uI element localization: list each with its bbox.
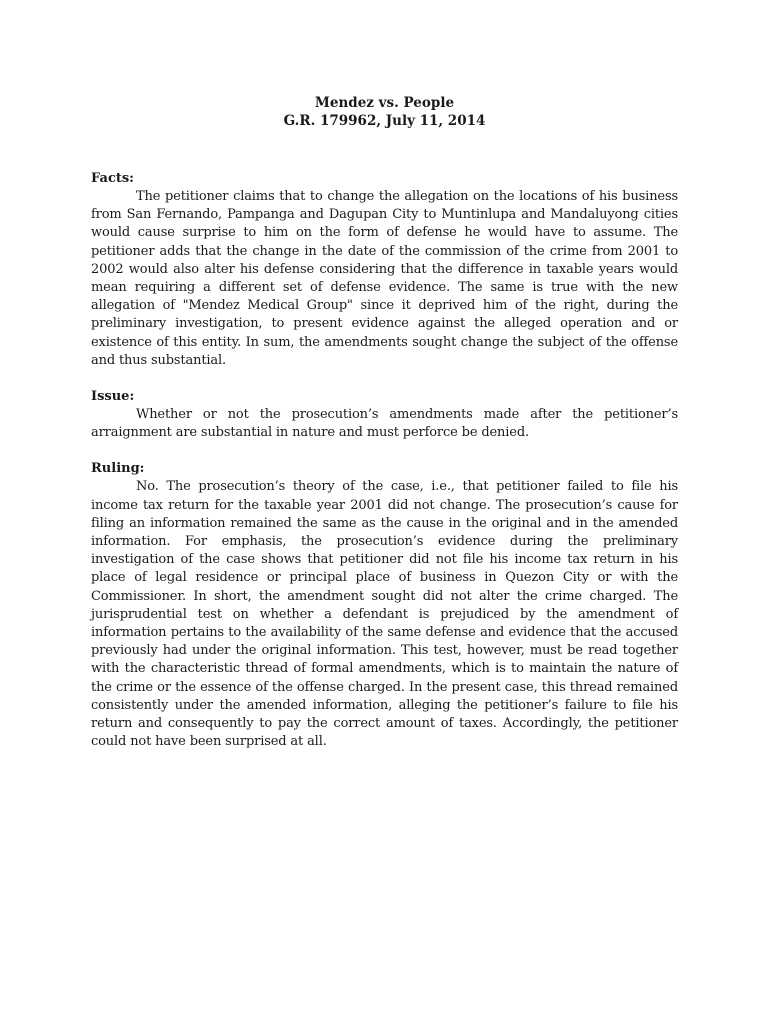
section-heading-issue: Issue: [91, 389, 135, 405]
section-facts [91, 170, 678, 370]
section-body-ruling: No. The prosecution’s theory of the case, i.e., that petitioner failed to file his income tax return for the taxable year 2001 did not change. The prosecution’s cause for filing an information remained the same as the cause in the original and in the amended information. For emphasis, the prosecution’s evidence during the preliminary investigation of the case shows that petitioner did not file his income tax return in his place of legal residence or principal place of business in Quezon City or with the Commissioner. In short, the amendment sought did not alter the crime charged. The jurisprudential test on whether a defendant is prejudiced by the amendment of information pertains to the availability of the same defense and evidence that the accused previously had under the original information. This test, however, must be read together with the characteristic thread of formal amendments, which is to maintain the nature of the crime or the essence of the offense charged. In the present case, this thread remained consistently under the amended information, alleging the petitioner’s failure to file his return and consequently to pay the correct amount of taxes. Accordingly, the petitioner could not have been surprised at all. [91, 479, 678, 750]
section-issue [91, 388, 678, 442]
section-body-facts: The petitioner claims that to change the allegation on the locations of his business from San Fernando, Pampanga and Dagupan City to Muntinlupa and Mandaluyong cities would cause surprise to him on the form of defense he would have to assume. The petitioner adds that the change in the date of the commission of the crime from 2001 to 2002 would also alter his defense considering that the difference in taxable years would mean requiring a different set of defense evidence. The same is true with the new allegation of "Mendez Medical Group" since it deprived him of the right, during the preliminary investigation, to present evidence against the alleged operation and or existence of this entity. In sum, the amendments sought change the subject of the offense and thus substantial. [91, 189, 678, 368]
section-heading-ruling: Ruling: [91, 461, 145, 477]
section-body-issue: Whether or not the prosecution’s amendments made after the petitioner’s arraignment are substantial in nature and must perforce be denied. [91, 407, 678, 441]
case-citation: G.R. 179962, July 11, 2014 [283, 113, 486, 129]
section-heading-facts: Facts: [91, 171, 134, 186]
section-ruling [91, 460, 678, 751]
title-block [91, 94, 678, 130]
document-page [91, 94, 678, 769]
case-title: Mendez vs. People [314, 95, 455, 111]
